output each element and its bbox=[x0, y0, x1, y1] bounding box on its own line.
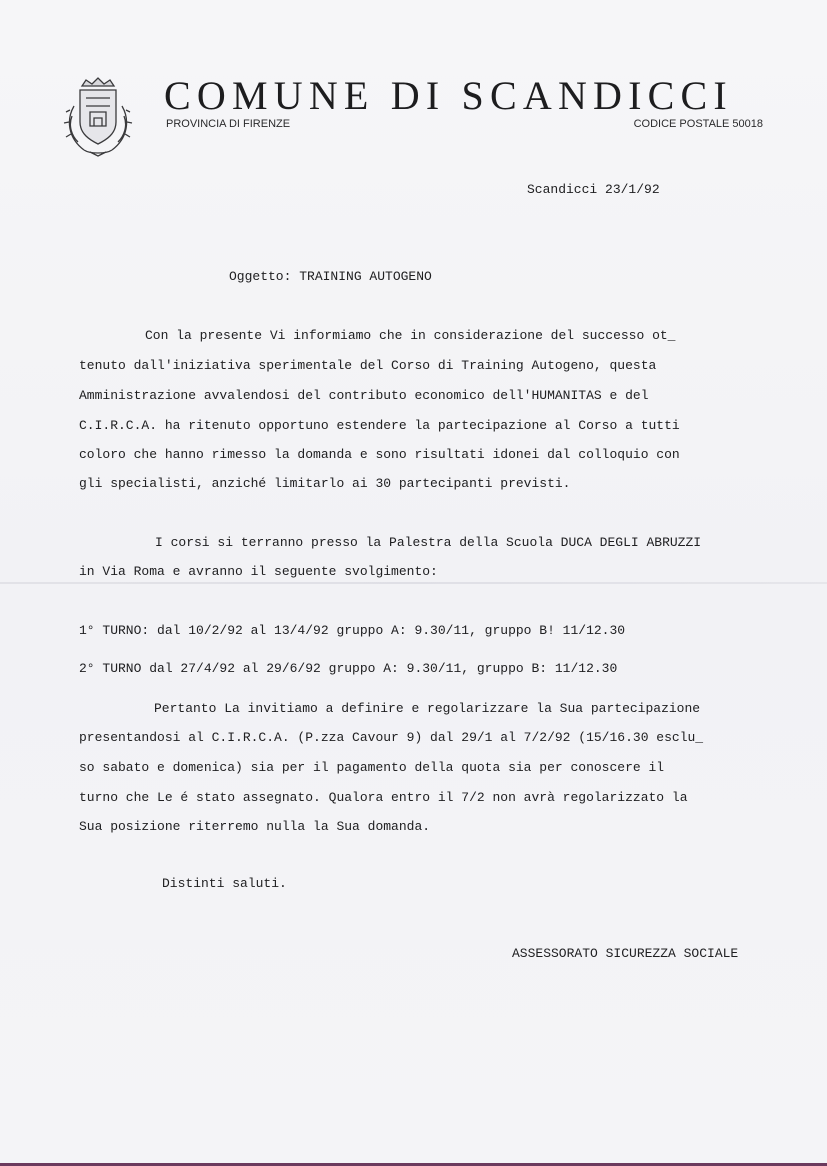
closing-greeting: Distinti saluti. bbox=[162, 876, 287, 891]
municipality-title: COMUNE DI SCANDICCI bbox=[164, 73, 733, 118]
province-label: PROVINCIA DI FIRENZE bbox=[166, 118, 291, 130]
signature-office: ASSESSORATO SICUREZZA SOCIALE bbox=[512, 946, 739, 961]
postal-code-label: CODICE POSTALE 50018 bbox=[633, 118, 763, 130]
paragraph-3-line: Sua posizione riterremo nulla la Sua domanda. bbox=[79, 819, 431, 834]
municipal-crest-icon bbox=[60, 76, 136, 158]
paragraph-2-line: in Via Roma e avranno il seguente svolgimento: bbox=[79, 564, 438, 579]
paragraph-3-line: Pertanto La invitiamo a definire e regolarizzare la Sua partecipazione bbox=[154, 701, 701, 716]
paragraph-1-line: Amministrazione avvalendosi del contributo economico dell'HUMANITAS e del bbox=[79, 388, 649, 403]
paragraph-1-line: tenuto dall'iniziativa sperimentale del Corso di Training Autogeno, questa bbox=[79, 358, 657, 373]
paragraph-1-line: gli specialisti, anziché limitarlo ai 30 partecipanti previsti. bbox=[79, 476, 571, 491]
paragraph-1-line: C.I.R.C.A. ha ritenuto opportuno estendere la partecipazione al Corso a tutti bbox=[79, 418, 680, 433]
schedule-turno-1: 1° TURNO: dal 10/2/92 al 13/4/92 gruppo A: 9.30/11, gruppo B! 11/12.30 bbox=[79, 623, 626, 638]
letter-subject: Oggetto: TRAINING AUTOGENO bbox=[229, 269, 432, 284]
letter-date: Scandicci 23/1/92 bbox=[527, 182, 660, 197]
schedule-turno-2: 2° TURNO dal 27/4/92 al 29/6/92 gruppo A: 9.30/11, gruppo B: 11/12.30 bbox=[79, 661, 618, 676]
paragraph-1-line: Con la presente Vi informiamo che in considerazione del successo ot_ bbox=[145, 328, 676, 343]
paragraph-3-line: presentandosi al C.I.R.C.A. (P.zza Cavour 9) dal 29/1 al 7/2/92 (15/16.30 esclu_ bbox=[79, 730, 704, 745]
paragraph-3-line: so sabato e domenica) sia per il pagamento della quota sia per conoscere il bbox=[79, 760, 665, 775]
paragraph-1-line: coloro che hanno rimesso la domanda e sono risultati idonei dal colloquio con bbox=[79, 447, 680, 462]
paragraph-2-line: I corsi si terranno presso la Palestra della Scuola DUCA DEGLI ABRUZZI bbox=[155, 535, 702, 550]
paragraph-3-line: turno che Le é stato assegnato. Qualora entro il 7/2 non avrà regolarizzato la bbox=[79, 790, 688, 805]
paper-fold bbox=[0, 582, 827, 584]
